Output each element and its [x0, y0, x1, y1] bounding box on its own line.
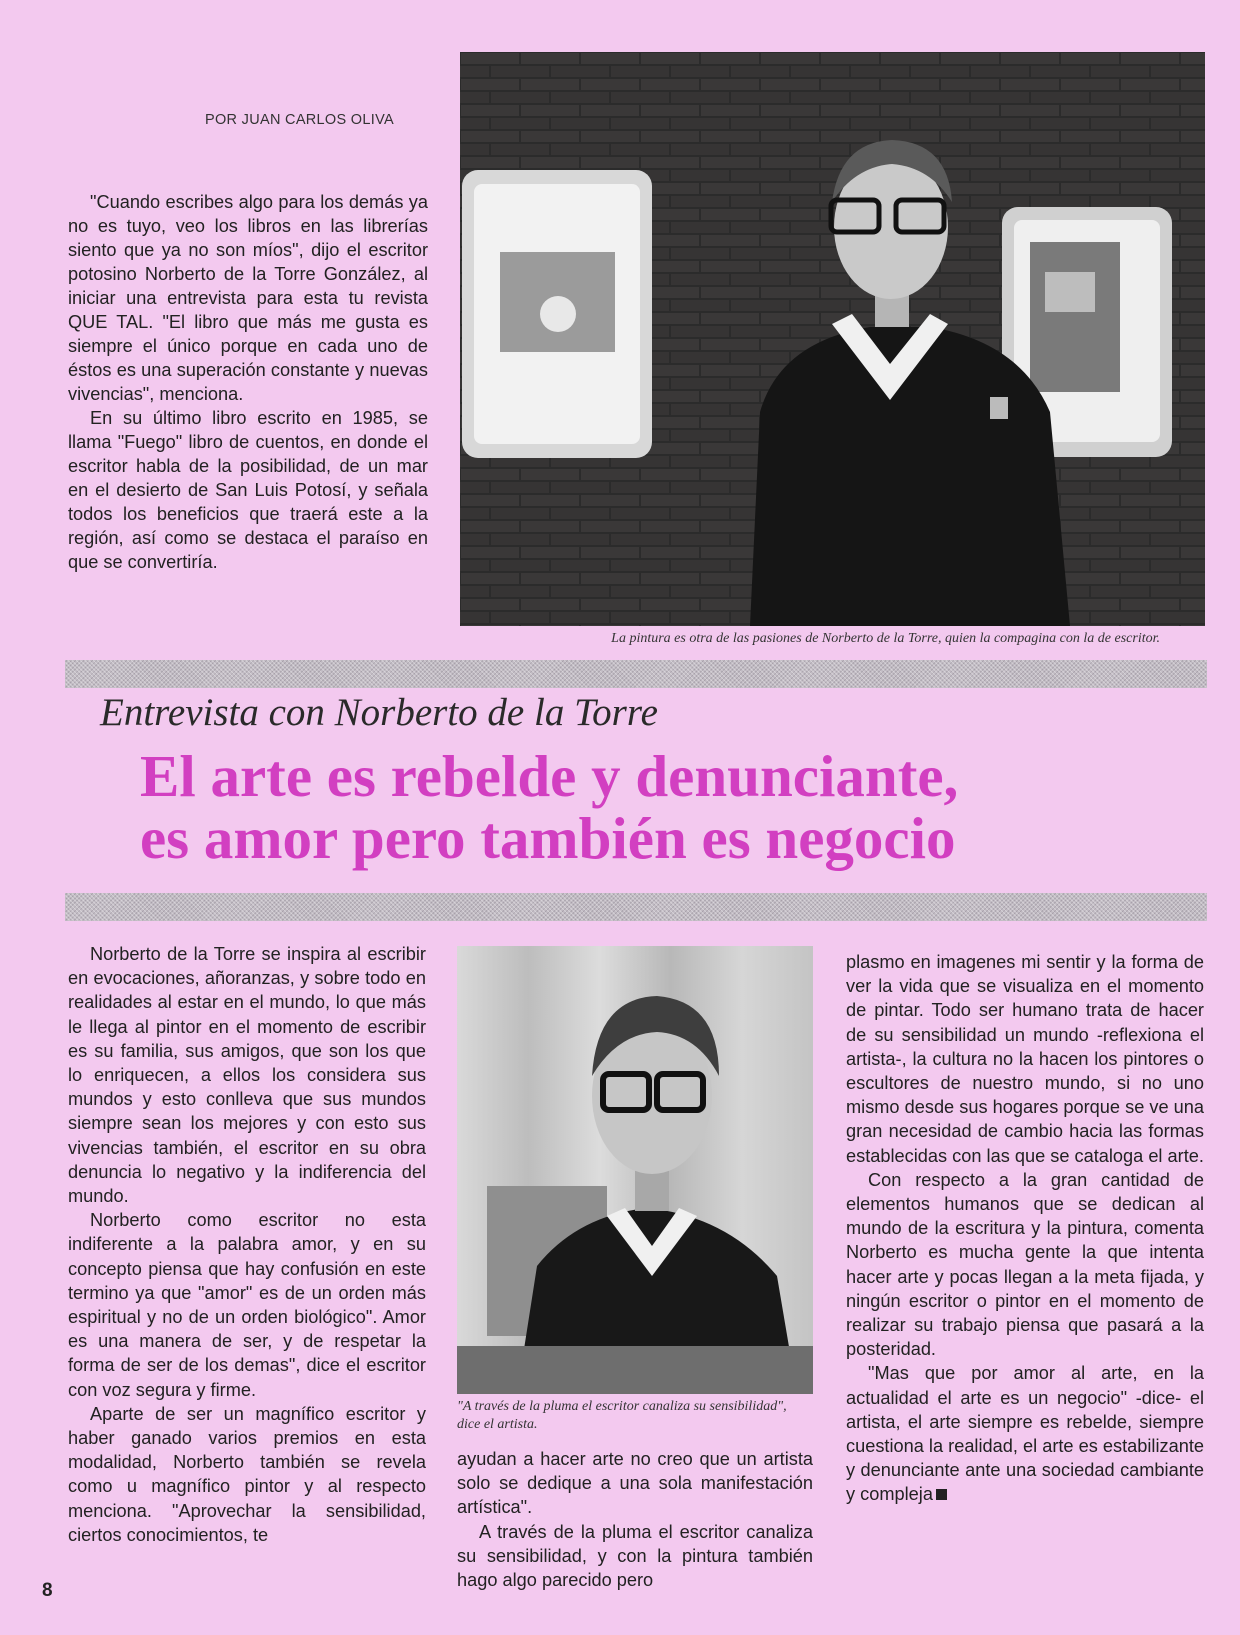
- photo-artist-portrait: [457, 946, 813, 1394]
- divider-band: [65, 893, 1207, 921]
- headline-line: es amor pero también es negocio: [140, 805, 956, 871]
- article-column-3: [846, 950, 1204, 1507]
- headline: [140, 745, 1160, 869]
- byline: POR JUAN CARLOS OLIVA: [205, 112, 394, 128]
- page-number: 8: [42, 1580, 53, 1601]
- headline-line: El arte es rebelde y denunciante,: [140, 743, 959, 809]
- intro-text: [68, 190, 428, 574]
- article-paragraph: Con respecto a la gran cantidad de elementos humanos que se dedican al mundo de la escritura y la pintura, comenta Norberto es mucha gente la que intenta hacer arte y pocas llegan a la meta fijada, y ningún escritor o pintor en el momento de realizar su trabajo piensa que pasará a la posteridad.: [846, 1169, 1204, 1360]
- kicker: Entrevista con Norberto de la Torre: [100, 691, 658, 734]
- article-paragraph: [846, 1361, 1204, 1506]
- article-paragraph-text: "Mas que por amor al arte, en la actualidad el arte es un negocio" -dice- el artista, el arte siempre es rebelde, siempre cuestiona la realidad, el arte es estabilizante y denunciante ante una sociedad cambiante y compleja: [846, 1363, 1204, 1505]
- intro-paragraph: En su último libro escrito en 1985, se llama "Fuego" libro de cuentos, en donde el escritor habla de la posibilidad, de un mar en el desierto de San Luis Potosí, y señala todos los beneficios que traerá este a la región, así como se destaca el paraíso en que se convertiría.: [68, 408, 428, 572]
- article-paragraph: Aparte de ser un magnífico escritor y haber ganado varios premios en esta modalidad, Norberto también se revela como u magnífico pintor y al respecto menciona. "Aprovechar la sensibilidad, ciertos conocimientos, te: [68, 1403, 426, 1545]
- article-paragraph: plasmo en imagenes mi sentir y la forma de ver la vida que se visualiza en el momento de pintar. Todo ser humano trata de hacer de su sensibilidad un mundo -reflexiona el artista-, la cultura no la hacen los pintores o escultores de nuestro mundo, si no uno mismo desde sus hogares porque se ve una gran necesidad de cambio hacia las formas establecidas con las que se cataloga el arte.: [846, 952, 1204, 1166]
- photo-caption: "A través de la pluma el escritor canaliza su sensibilidad", dice el artista.: [457, 1399, 787, 1432]
- photo-caption: La pintura es otra de las pasiones de Norberto de la Torre, quien la compagina con la de escritor.: [611, 631, 1160, 646]
- article-paragraph: Norberto de la Torre se inspira al escribir en evocaciones, añoranzas, y sobre todo en realidades al estar en el mundo, lo que más le llega al pintor en el momento de escribir es su familia, sus amigos, que son los que lo enriquecen, a ellos los considera sus mundos y esto conlleva que sus mundos siempre sean los mejores y con esto sus vivencias también, el escritor en su obra denuncia lo negativo y la indiferencia del mundo.: [68, 944, 426, 1207]
- article-paragraph: ayudan a hacer arte no creo que un artista solo se dedique a una sola manifestación artística".: [457, 1449, 813, 1518]
- intro-paragraph: "Cuando escribes algo para los demás ya no es tuyo, veo los libros en las librerías siento que ya no son míos", dijo el escritor potosino Norberto de la Torre González, al iniciar una entrevista para esta tu revista QUE TAL. "El libro que más me gusta es siempre el único porque en cada uno de éstos es una superación constante y nuevas vivencias", menciona.: [68, 192, 428, 404]
- article-column-1: [68, 942, 426, 1547]
- article-paragraph: Norberto como escritor no esta indiferente a la palabra amor, y en su concepto piensa que hay confusión en este termino ya que "amor" es de un orden más espiritual y no de un orden biológico". Amor es una manera de ser, y de respetar la forma de ser de los demas", dice el escritor con voz segura y firme.: [68, 1210, 426, 1400]
- end-mark-icon: [936, 1489, 947, 1500]
- article-column-2: [457, 1447, 813, 1592]
- article-paragraph: A través de la pluma el escritor canaliza su sensibilidad, y con la pintura también hago algo parecido pero: [457, 1521, 813, 1591]
- divider-band: [65, 660, 1207, 688]
- photo-artist-with-paintings: [460, 52, 1205, 626]
